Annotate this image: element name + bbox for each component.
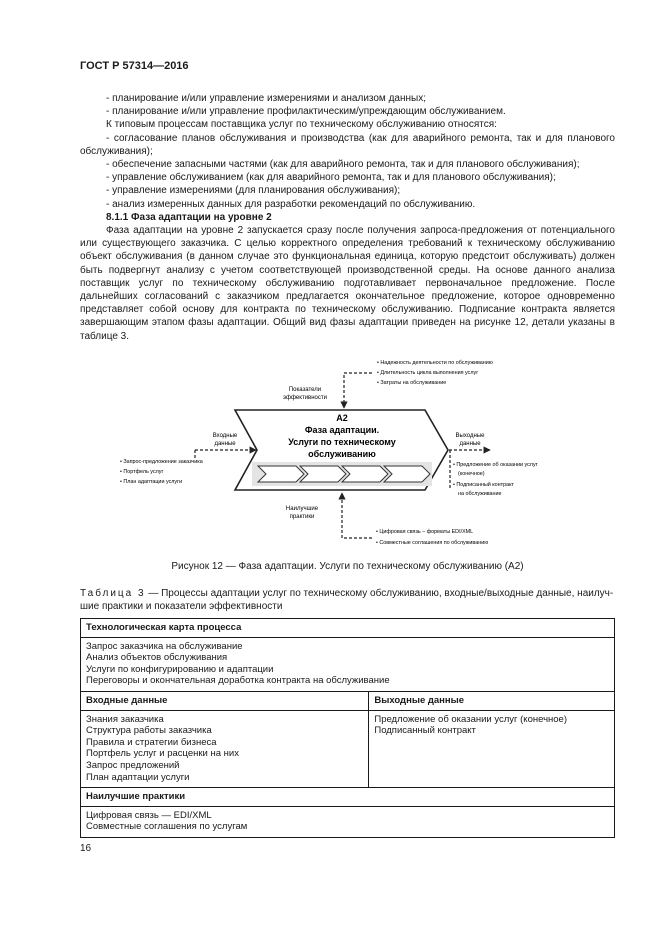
outputs-label-1: Выходные (455, 433, 485, 439)
provider-processes-intro: К типовым процессам поставщика услуг по техническому обслуживанию относятся: (106, 119, 497, 131)
input-item-2: • Портфель услуг (120, 469, 164, 475)
best-practice-item: Цифровая связь — EDI/XML (86, 809, 212, 821)
input-item: Правила и стратегии бизнеса (86, 736, 217, 748)
output-item: Подписанный контракт (374, 725, 476, 737)
best-label-2: практики (289, 514, 315, 520)
input-item-3: • План адаптации услуги (120, 479, 183, 485)
best-practices-cell (81, 806, 615, 837)
inputs-label-2: данные (214, 441, 236, 447)
outputs-header: Выходные данные (369, 691, 615, 710)
page-header: ГОСТ Р 57314—2016 (80, 60, 189, 72)
outputs-label-2: данные (459, 441, 481, 447)
output-item-2: • Подписанный контракт (453, 482, 514, 488)
bullet-spare-parts: - обеспечение запасными частями (как для аварийного ремонта, так и для планового обслуживания); (106, 159, 580, 171)
input-item: Портфель услуг и расценки на них (86, 748, 239, 760)
kpi-item-2: • Длительность цикла выполнения услуг (377, 370, 479, 376)
process-item: Анализ объектов обслуживания (86, 652, 228, 664)
best-item-2: • Совместные соглашения по обслуживанию (376, 540, 489, 546)
process-map-cell (81, 637, 615, 691)
output-item: Предложение об оказании услуг (конечное) (374, 713, 567, 725)
inputs-header: Входные данные (81, 691, 369, 710)
input-item: Запрос предложений (86, 759, 180, 771)
figure-caption: Рисунок 12 — Фаза адаптации. Услуги по техническому обслуживанию (А2) (171, 561, 524, 572)
process-item: Переговоры и окончательная доработка контракта на обслуживание (86, 675, 390, 687)
output-item-1-cont: (конечное) (458, 471, 485, 477)
input-item: План адаптации услуги (86, 771, 190, 783)
kpi-connector (344, 373, 372, 408)
phase-title-line-3: обслуживанию (308, 449, 376, 459)
kpi-label-2: эффективности (282, 395, 328, 401)
outputs-cell (369, 710, 615, 788)
inputs-cell (81, 710, 369, 788)
input-item: Структура работы заказчика (86, 725, 212, 737)
section-paragraph: Фаза адаптации на уровне 2 запускается сразу после получения запроса-предложения от потенциального или существующего заказчика. С целью корректного определения требований к техническому обслуживанию объект обслуживания (в данном случае это функциональная единица, которую предстоит обслуживать) должен быть подвергнут анализу с учетом соответствующей производственной среды. На основе данного анализа поставщик услуг по техническому обслуживанию подготавливает первоначальное предложение. После дальнейших согласований с заказчиком предлагается окончательное предложение, которое одновременно представляет собой основу для контракта по техническому обслуживанию. Подписание контракта является завершающим этапом фазы адаптации. Общий вид фазы адаптации приведен на рисунке 12, детали указаны в таблице 3. (80, 225, 615, 342)
bullet-preventive: - планирование и/или управление профилактическим/упреждающим обслуживанием. (106, 106, 506, 118)
bullet-plan-coordination: - согласование планов обслуживания и производства (как для аварийного ремонта, так и для планового обслуживания); (80, 132, 615, 157)
process-item: Услуги по конфигурированию и адаптации (86, 663, 274, 675)
kpi-item-3: • Затраты на обслуживание (377, 380, 447, 386)
phase-title-line-2: Услуги по техническому (288, 437, 396, 447)
process-diagram (80, 350, 615, 555)
kpi-item-1: • Надежность деятельности по обслуживанию (377, 360, 493, 366)
best-label-1: Наилучшие (285, 506, 319, 512)
output-item-2-cont: на обслуживание (458, 491, 502, 497)
page-number: 16 (80, 843, 92, 854)
bullet-data-analysis: - анализ измеренных данных для разработки рекомендаций по обслуживанию. (106, 198, 476, 210)
kpi-label-1: Показатели (288, 387, 322, 393)
bullet-measurement-management: - управление измерениями (для планирования обслуживания); (106, 185, 401, 197)
phase-title-line-1: Фаза адаптации. (304, 425, 380, 435)
best-item-1: • Цифровая связь – форматы EDI/XML (376, 529, 474, 535)
process-table (80, 618, 615, 838)
bullet-measurement: - планирование и/или управление измерениями и анализом данных; (106, 93, 426, 104)
process-map-header: Технологическая карта процесса (81, 619, 615, 638)
input-item-1: • Запрос-предложение заказчика (120, 459, 203, 465)
best-practice-item: Совместные соглашения по услугам (86, 821, 248, 833)
process-item: Запрос заказчика на обслуживание (86, 640, 243, 652)
inputs-label-1: Входные (212, 433, 238, 439)
bullet-service-management: - управление обслуживанием (как для аварийного ремонта, так и для планового обслуживания); (106, 172, 556, 184)
table-caption-line-1: — Процессы адаптации услуг по техническому обслуживанию, входные/выходные данные, наилуч- (145, 588, 614, 599)
best-connector (342, 493, 372, 538)
input-item: Знания заказчика (86, 713, 164, 725)
body-text (80, 92, 615, 343)
output-item-1: • Предложение об оказании услуг (453, 462, 538, 468)
table-caption-prefix: Таблица 3 (80, 588, 146, 599)
phase-code: A2 (336, 413, 348, 423)
best-practices-header: Наилучшие практики (81, 788, 615, 807)
table-caption-line-2: шие практики и показатели эффективности (80, 601, 283, 612)
section-heading: 8.1.1 Фаза адаптации на уровне 2 (106, 211, 272, 223)
table-caption (80, 587, 615, 613)
